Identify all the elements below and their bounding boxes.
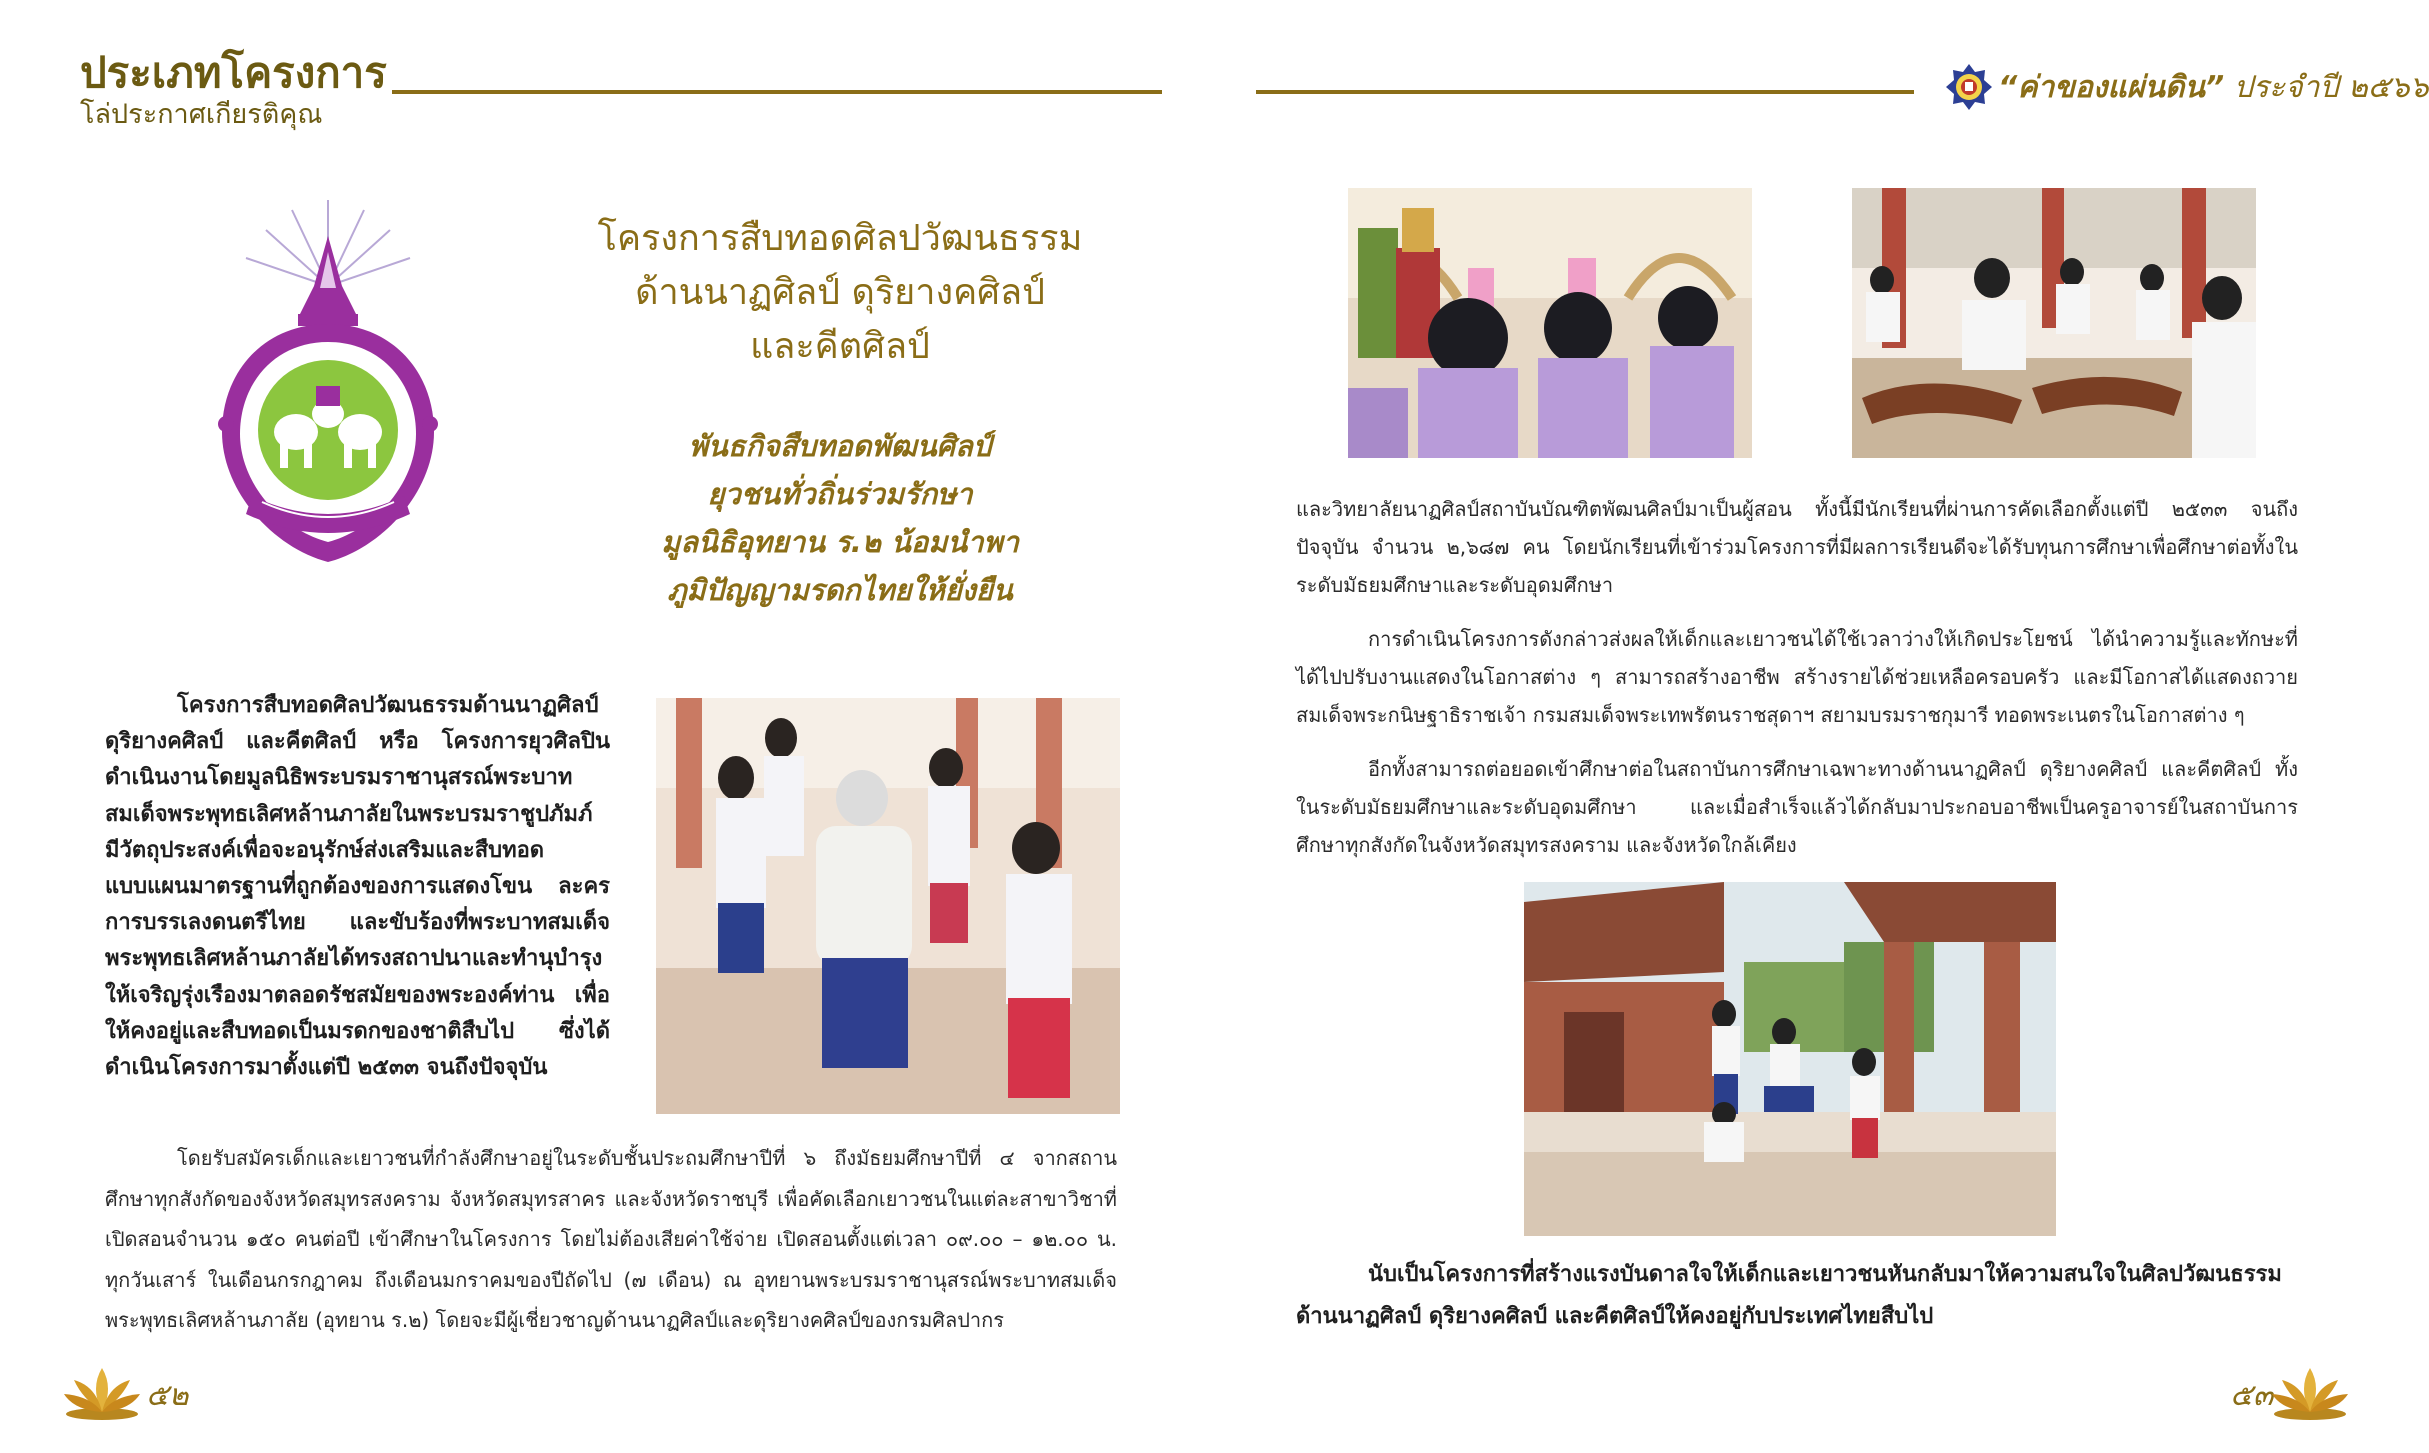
photo-outdoor-rehearsal bbox=[1524, 882, 2056, 1236]
motto-line: มูลนิธิอุทยาน ร.๒ น้อมนำพา bbox=[661, 525, 1019, 559]
award-name: “ค่าของแผ่นดิน” bbox=[1998, 70, 2225, 105]
right-text bbox=[1296, 490, 2298, 880]
page-number-right: ๕๓ bbox=[2230, 1378, 2274, 1413]
intro-paragraph: โดยรับสมัครเด็กและเยาวชนที่กำลังศึกษาอยู่ในระดับชั้นประถมศึกษาปีที่ ๖ ถึงมัธยมศึกษาปีที่ ๔ จากสถานศึกษาทุกสังกัดของจังหวัดสมุทรสงคราม จังหวัดสมุทรสาคร และจังหวัดราชบุรี เพื่อคัดเลือกเยาวชนในแต่ละสาขาวิชาที่เปิดสอนจำนวน ๑๕๐ คนต่อปี เข้าศึกษาในโครงการ โดยไม่ต้องเสียค่าใช้จ่าย เปิดสอนตั้งแต่เวลา ๐๙.๐๐ – ๑๒.๐๐ น. ทุกวันเสาร์ ในเดือนกรกฎาคม ถึงเดือนมกราคมของปีถัดไป (๗ เดือน) ณ อุทยานพระบรมราชานุสรณ์พระบาทสมเด็จพระพุทธเลิศหล้านภาลัย (อุทยาน ร.๒) โดยจะมีผู้เชี่ยวชาญด้านนาฏศิลป์และดุริยางคศิลป์ของกรมศิลปากร bbox=[105, 1146, 1117, 1332]
award-banner bbox=[1998, 68, 2429, 108]
bold-paragraph: โครงการสืบทอดศิลปวัฒนธรรมด้านนาฏศิลป์ ดุริยางคศิลป์ และคีตศิลป์ หรือ โครงการยุวศิลปินดำเนินงานโดยมูลนิธิพระบรมราชานุสรณ์พระบาทสมเด็จพระพุทธเลิศหล้านภาลัยในพระบรมราชูปภัมภ์ มีวัตถุประสงค์เพื่อจะอนุรักษ์ส่งเสริมและสืบทอดแบบแผนมาตรฐานที่ถูกต้องของการแสดงโขน ละคร การบรรเลงดนตรีไทย และขับร้องที่พระบาทสมเด็จพระพุทธเลิศหล้านภาลัยได้ทรงสถาปนาและทำนุบำรุงให้เจริญรุ่งเรืองมาตลอดรัชสมัยของพระองค์ท่าน เพื่อให้คงอยู่และสืบทอดเป็นมรดกของชาติสืบไป ซึ่งได้ดำเนินโครงการมาตั้งแต่ปี ๒๕๓๓ จนถึงปัจจุบัน bbox=[105, 693, 610, 1081]
project-title-line: และคีตศิลป์ bbox=[750, 326, 930, 367]
page-number-left: ๕๒ bbox=[146, 1378, 189, 1413]
motto-line: ภูมิปัญญามรดกไทยให้ยั่งยืน bbox=[667, 573, 1013, 607]
foundation-emblem bbox=[212, 196, 444, 568]
project-title-line: ด้านนาฏศิลป์ ดุริยางคศิลป์ bbox=[635, 272, 1045, 313]
motto-line: ยุวชนทั่วถิ่นร่วมรักษา bbox=[707, 477, 973, 511]
photo-performance-event bbox=[1348, 188, 1752, 458]
right-paragraph-3: อีกทั้งสามารถต่อยอดเข้าศึกษาต่อในสถาบันการศึกษาเฉพาะทางด้านนาฏศิลป์ ดุริยางคศิลป์ และคีตศิลป์ ทั้งในระดับมัธยมศึกษาและระดับอุดมศึกษา และเมื่อสำเร็จแล้วได้กลับมาประกอบอาชีพเป็นครูอาจารย์ในสถาบันการศึกษาทุกสังกัดในจังหวัดสมุทรสงคราม และจังหวัดใกล้เคียง bbox=[1296, 757, 2298, 857]
award-seal-icon bbox=[1944, 62, 1994, 112]
closing-paragraph: นับเป็นโครงการที่สร้างแรงบันดาลใจให้เด็กและเยาวชนหันกลับมาให้ความสนใจในศิลปวัฒนธรรมด้านนาฏศิลป์ ดุริยางคศิลป์ และคีตศิลป์ให้คงอยู่กับประเทศไทยสืบไป bbox=[1296, 1262, 2282, 1329]
header-rule-left bbox=[392, 90, 1162, 94]
lotus-icon bbox=[2270, 1364, 2350, 1422]
header-rule-right bbox=[1256, 90, 1914, 94]
right-paragraph-1: และวิทยาลัยนาฏศิลป์สถาบันบัณฑิตพัฒนศิลป์มาเป็นผู้สอน ทั้งนี้มีนักเรียนที่ผ่านการคัดเลือกตั้งแต่ปี ๒๕๓๓ จนถึงปัจจุบัน จำนวน ๒,๖๘๗ คน โดยนักเรียนที่เข้าร่วมโครงการที่มีผลการเรียนดีจะได้รับทุนการศึกษาเพื่อศึกษาต่อทั้งในระดับมัธยมศึกษาและระดับอุดมศึกษา bbox=[1296, 497, 2298, 597]
closing-text bbox=[1296, 1254, 2298, 1338]
award-year: ประจำปี ๒๕๖๖ bbox=[2233, 70, 2429, 105]
project-description bbox=[105, 688, 610, 1086]
category-title: ประเภทโครงการ bbox=[80, 48, 387, 97]
motto-line: พันธกิจสืบทอดพัฒนศิลป์ bbox=[688, 429, 992, 463]
photo-thai-music-ensemble bbox=[1852, 188, 2256, 458]
project-title-line: โครงการสืบทอดศิลปวัฒนธรรม bbox=[597, 218, 1083, 259]
project-motto bbox=[560, 422, 1120, 614]
intro-text bbox=[105, 1138, 1117, 1341]
project-title bbox=[540, 212, 1140, 374]
lotus-icon bbox=[62, 1364, 142, 1422]
category-subtitle: โล่ประกาศเกียรติคุณ bbox=[80, 99, 323, 130]
photo-dance-lesson bbox=[656, 698, 1120, 1114]
right-paragraph-2: การดำเนินโครงการดังกล่าวส่งผลให้เด็กและเยาวชนได้ใช้เวลาว่างให้เกิดประโยชน์ ได้นำความรู้และทักษะที่ได้ไปปรับงานแสดงในโอกาสต่าง ๆ สามารถสร้างอาชีพ สร้างรายได้ช่วยเหลือครอบครัว และมีโอกาสได้แสดงถวายสมเด็จพระกนิษฐาธิราชเจ้า กรมสมเด็จพระเทพรัตนราชสุดาฯ สยามบรมราชกุมารี ทอดพระเนตรในโอกาสต่าง ๆ bbox=[1296, 627, 2298, 727]
